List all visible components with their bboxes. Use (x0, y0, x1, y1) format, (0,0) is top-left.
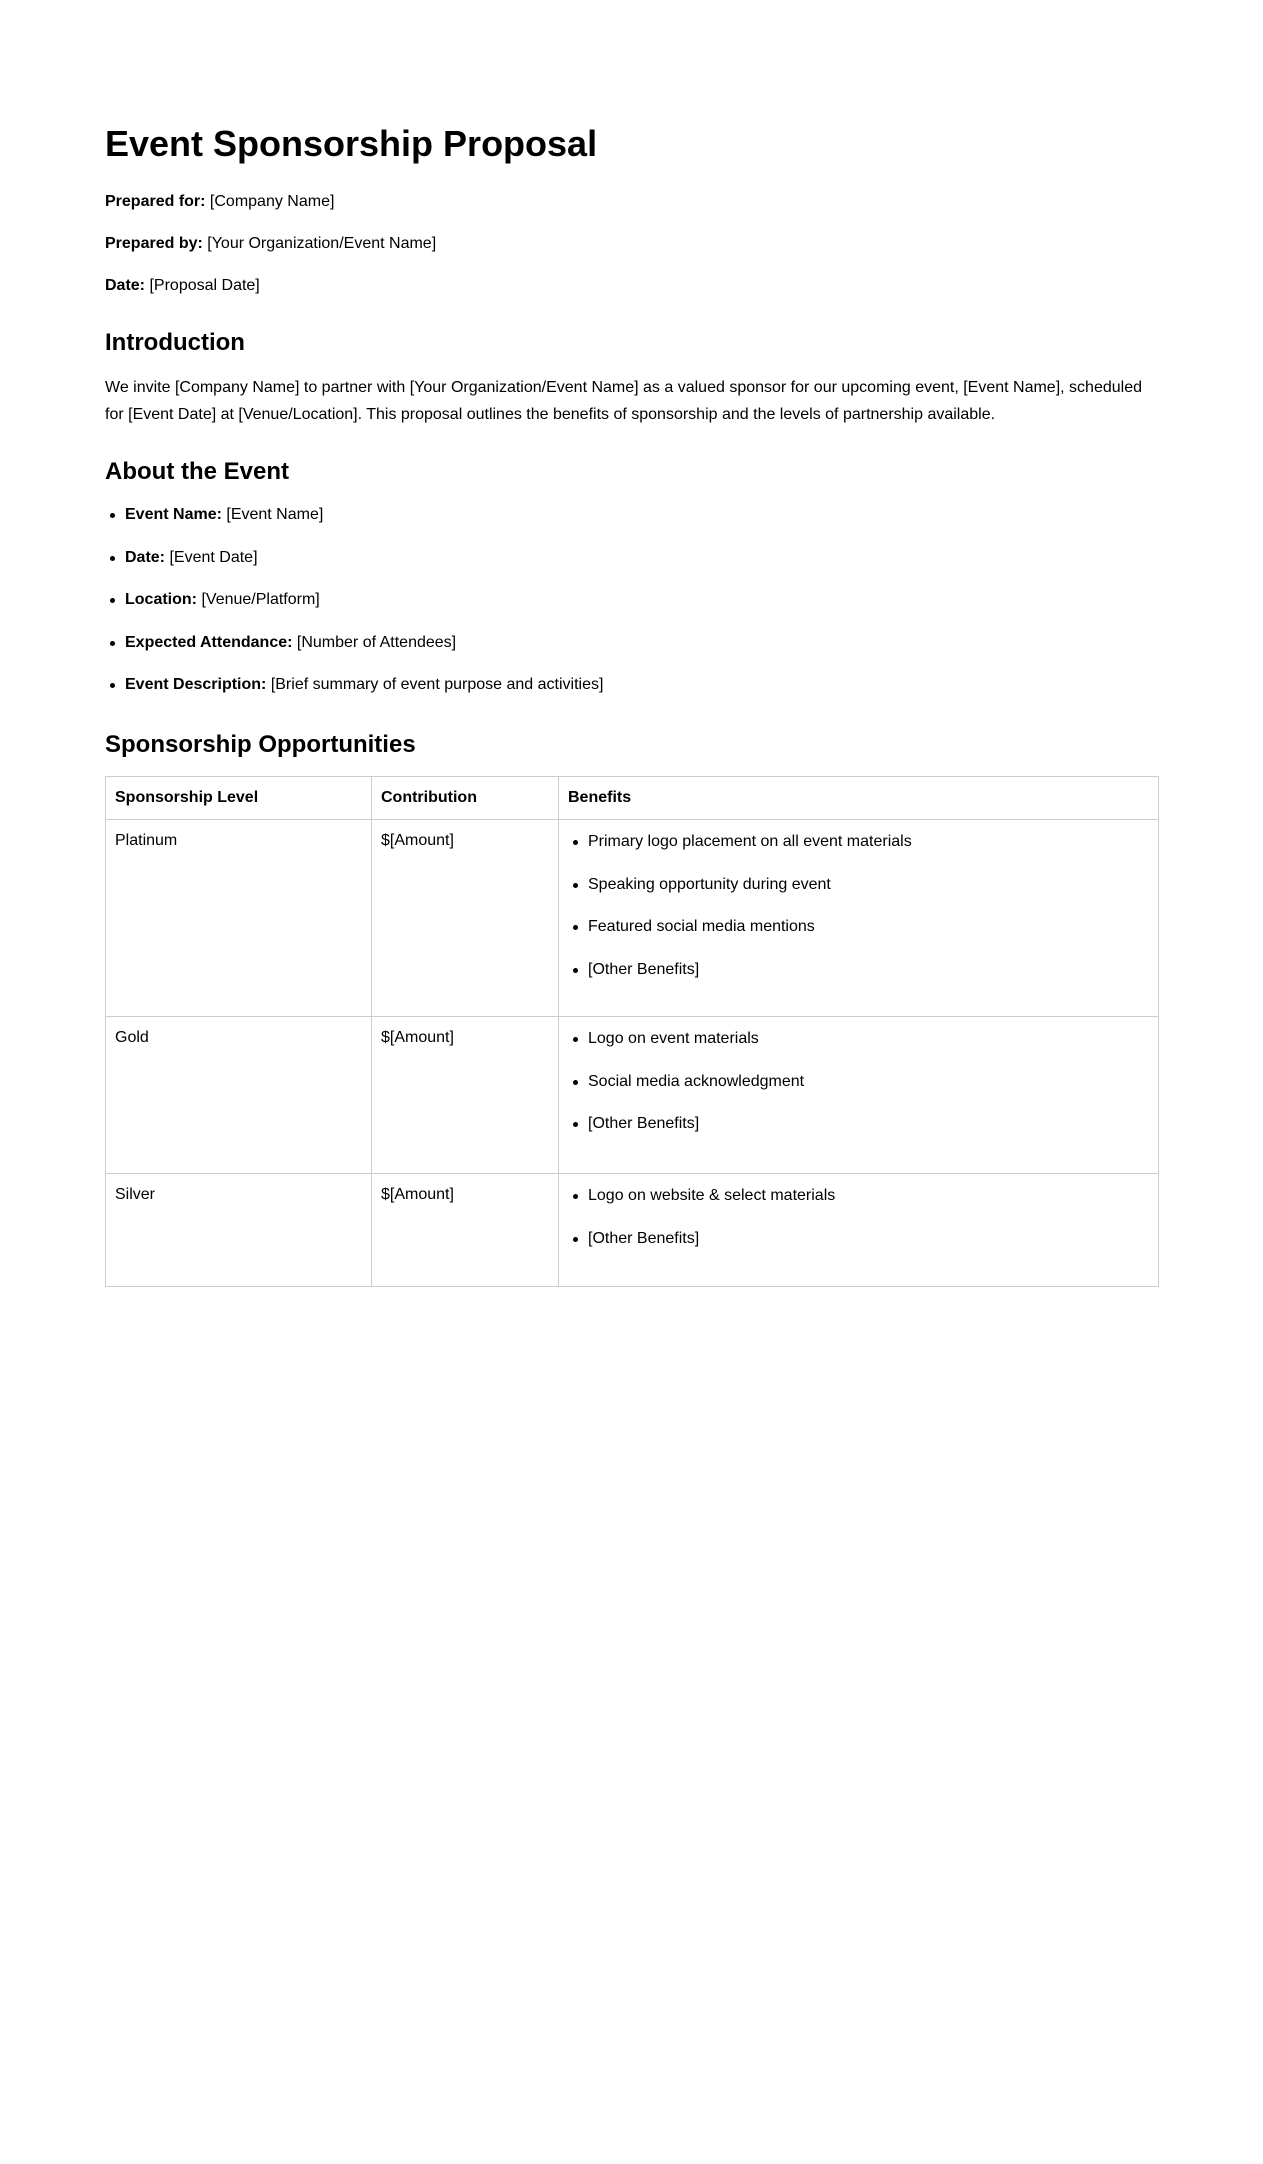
list-item-expected-attendance (125, 633, 603, 653)
introduction-text: We invite [Company Name] to partner with [Your Organization/Event Name] as a valued sponsor for our upcoming event, [Event Name], scheduled for [Event Date] at [Venue/Location]. This proposal outlines the benefits of sponsorship and the levels of partnership available. (105, 379, 1142, 423)
benefit-item: Social media acknowledgment (588, 1072, 1149, 1092)
list-item-location (125, 590, 603, 610)
contribution-cell: $[Amount] (372, 1017, 559, 1174)
location-label: Location: (125, 591, 197, 608)
level-cell: Platinum (106, 820, 372, 1017)
column-header-level: Sponsorship Level (106, 777, 372, 820)
table-row-silver (106, 1174, 1159, 1287)
about-event-list (105, 505, 603, 718)
column-header-contribution: Contribution (372, 777, 559, 820)
benefits-cell (559, 1174, 1159, 1287)
prepared-for-value: [Company Name] (209, 193, 335, 210)
level-cell: Gold (106, 1017, 372, 1174)
contribution-cell: $[Amount] (372, 1174, 559, 1287)
table-header-row (106, 777, 1159, 820)
benefits-list (568, 1174, 1149, 1249)
location-value: [Venue/Platform] (201, 591, 320, 608)
table-row-gold (106, 1017, 1159, 1174)
prepared-by-label: Prepared by: (105, 235, 203, 252)
event-name-label: Event Name: (125, 506, 222, 523)
benefits-cell (559, 820, 1159, 1017)
introduction-heading: Introduction (105, 329, 245, 356)
event-description-label: Event Description: (125, 676, 267, 693)
contribution-cell: $[Amount] (372, 820, 559, 1017)
benefits-list (568, 820, 1149, 980)
proposal-date-line (105, 276, 260, 296)
list-item-event-description (125, 675, 603, 695)
prepared-by-value: [Your Organization/Event Name] (207, 235, 437, 252)
prepared-for-line (105, 192, 334, 212)
list-item-event-name (125, 505, 603, 525)
benefit-item: [Other Benefits] (588, 960, 1149, 980)
table-row-platinum (106, 820, 1159, 1017)
sponsorship-opportunities-heading: Sponsorship Opportunities (105, 731, 416, 758)
benefit-item: [Other Benefits] (588, 1229, 1149, 1249)
event-name-value: [Event Name] (226, 506, 324, 523)
benefit-item: Primary logo placement on all event materials (588, 832, 1149, 852)
about-event-heading: About the Event (105, 458, 289, 485)
expected-attendance-value: [Number of Attendees] (296, 633, 457, 651)
benefits-cell (559, 1017, 1159, 1174)
column-header-benefits: Benefits (559, 777, 1159, 820)
sponsorship-table (105, 776, 1159, 1287)
level-cell: Silver (106, 1174, 372, 1287)
prepared-by-line (105, 234, 436, 254)
benefit-item: Featured social media mentions (588, 917, 1149, 937)
benefit-item: Speaking opportunity during event (588, 875, 1149, 895)
benefit-item: Logo on event materials (588, 1029, 1149, 1049)
benefits-list (568, 1017, 1149, 1134)
benefit-item: Logo on website & select materials (588, 1186, 1149, 1206)
event-date-label: Date: (125, 548, 166, 566)
event-date-value: [Event Date] (169, 548, 258, 566)
proposal-date-value: [Proposal Date] (149, 277, 260, 294)
event-description-value: [Brief summary of event purpose and activities] (270, 676, 604, 693)
prepared-for-label: Prepared for: (105, 193, 206, 210)
benefit-item: [Other Benefits] (588, 1114, 1149, 1134)
list-item-event-date (125, 548, 603, 568)
page-title: Event Sponsorship Proposal (105, 123, 598, 164)
proposal-date-label: Date: (105, 277, 146, 294)
expected-attendance-label: Expected Attendance: (125, 633, 293, 651)
